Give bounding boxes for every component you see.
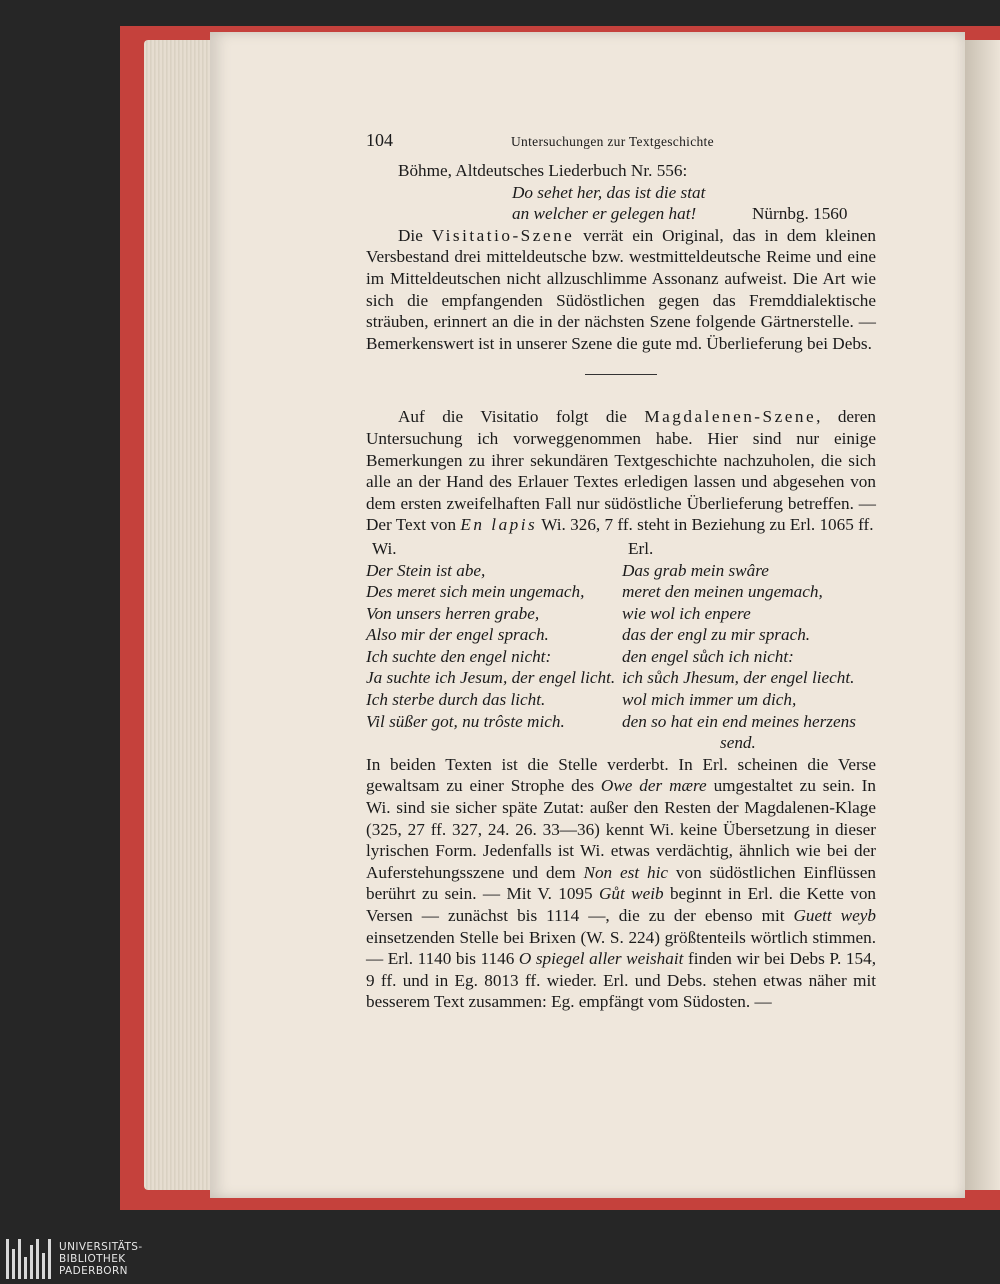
paragraph-analysis (366, 754, 876, 1013)
wi-line: Vil süßer got, nu trôste mich. (366, 711, 565, 731)
para3-italic: Gůt weib (598, 884, 664, 904)
heading-erl: Erl. (628, 538, 654, 558)
logo-line-2: BIBLIOTHEK (59, 1252, 126, 1265)
quote-line-2-row (512, 203, 876, 225)
para3-italic: Non est hic (583, 862, 669, 882)
para3-text: einsetzenden Stelle bei Brixen (W. S. 224) größtenteils wörtlich stimmen. — Erl. 1140 bis 1146 (366, 927, 876, 969)
para2-mid: , deren Untersuchung ich vorweggenommen habe. Hier sind nur einige Bemerkungen zu ihrer sekundären Textgeschichte nachzuholen, die sich alle an der Hand des Erlauer Textes erledigen lassen und abgesehen von dem ersten zweifelhaften Fall nur südöstliche Überlieferung betreffen. — Der Text von (366, 407, 877, 535)
erl-line: meret den meinen ungemach, (622, 582, 823, 602)
running-title: Untersuchungen zur Textgeschichte (511, 134, 714, 149)
next-page-edge (965, 40, 1000, 1190)
library-logo-icon (6, 1239, 51, 1279)
citation-line: Böhme, Altdeutsches Liederbuch Nr. 556: (398, 161, 688, 180)
para3-italic: Guett weyb (793, 906, 876, 925)
column-erl (622, 560, 856, 754)
page-edges (144, 40, 214, 1190)
para3-italic: Owe der mære (600, 776, 707, 796)
para2-italic-term: En lapis (460, 515, 538, 535)
wi-line: Ja suchte ich Jesum, der engel licht. (366, 668, 616, 688)
erl-line: Das grab mein swâre (622, 560, 769, 580)
erl-line: wie wol ich enpere (622, 603, 751, 623)
para2-lead: Auf die Visitatio folgt die (398, 407, 645, 427)
page-text (366, 130, 876, 1013)
para1-rest: verrät ein Original, das in dem kleinen Versbestand drei mitteldeutsche bzw. westmitteldeutsche Reime und eine im Mitteldeutschen nicht allzuschlimme Assonanz aufweist. Die Art wie sich die empfangenden Südöstlichen gegen das Fremddialektische sträuben, erinnert an die in der nächsten Szene folgende Gärtnerstelle. — Bemerkenswert ist in unserer Szene die gute md. Überlieferung bei Debs. (366, 225, 876, 353)
comparison-headings (366, 538, 876, 560)
quote-source: Nürnbg. 1560 (752, 204, 848, 224)
wi-line: Also mir der engel sprach. (366, 625, 549, 645)
para3-text: umgestaltet zu sein. In Wi. sind sie sicher späte Zutat: außer den Resten der Magdalenen-Klage (325, 27 ff. 327, 24. 26. 33—36) kennt Wi. keine Übersetzung in dieser lyrischen Form. Jedenfalls ist Wi. etwas verdächtig, ähnlich wie bei der Auferstehungsszene und dem (366, 776, 876, 882)
comparison-columns (366, 560, 876, 754)
para3-text: beginnt in Erl. die Kette von Versen — zunächst bis 1114 —, die zu der ebenso mit (366, 884, 877, 925)
para3-text: In beiden Texten ist die Stelle verderbt. In Erl. scheinen die Verse gewaltsam zu einer Strophe des (366, 754, 876, 796)
paragraph-magdalenen (366, 406, 876, 536)
library-logo (0, 1233, 1000, 1284)
heading-wi: Wi. (372, 538, 397, 558)
erl-line: den engel sůch ich nicht: (622, 646, 794, 666)
para3-text: von südöstlichen Einflüssen berührt zu sein. — Mit V. 1095 (366, 862, 876, 904)
para2-spaced-term: Magdalenen-Szene (644, 407, 817, 427)
erl-line: ich sůch Jhesum, der engel liecht. (622, 668, 855, 688)
library-logo-text (59, 1241, 143, 1277)
page-header (366, 130, 876, 160)
erl-line: das der engl zu mir sprach. (622, 625, 811, 645)
quote-line-2: an welcher er gelegen hat! (512, 204, 697, 224)
erl-line: wol mich immer um dich, (622, 690, 797, 710)
para3-text: finden wir bei Debs P. 154, 9 ff. und in Eg. 8013 ff. wieder. Erl. und Debs. stehen etwas näher mit besserem Text zusammen: Eg. empfängt vom Südosten. — (366, 949, 876, 1012)
wi-line: Ich suchte den engel nicht: (366, 646, 552, 666)
paragraph-visitatio (366, 225, 876, 355)
wi-line: Des meret sich mein ungemach, (366, 582, 585, 602)
page-number: 104 (366, 130, 393, 150)
column-wi (366, 560, 622, 754)
erl-line: den so hat ein end meines herzens (622, 711, 856, 731)
para3-italic: O spiegel aller weishait (518, 949, 684, 969)
wi-line: Von unsers herren grabe, (366, 603, 540, 623)
wi-line: Der Stein ist abe, (366, 560, 486, 580)
para1-spaced-term: Visitatio-Szene (431, 225, 575, 245)
quote-line-1: Do sehet her, das ist die stat (512, 182, 706, 202)
para2-tail: Wi. 326, 7 ff. steht in Beziehung zu Erl. 1065 ff. (537, 515, 874, 535)
logo-line-3: PADERBORN (59, 1264, 128, 1277)
section-divider (585, 374, 657, 375)
para1-lead: Die (398, 225, 432, 245)
erl-line-continuation: send. (720, 733, 756, 753)
wi-line: Ich sterbe durch das licht. (366, 690, 546, 710)
logo-line-1: UNIVERSITÄTS- (59, 1240, 143, 1253)
